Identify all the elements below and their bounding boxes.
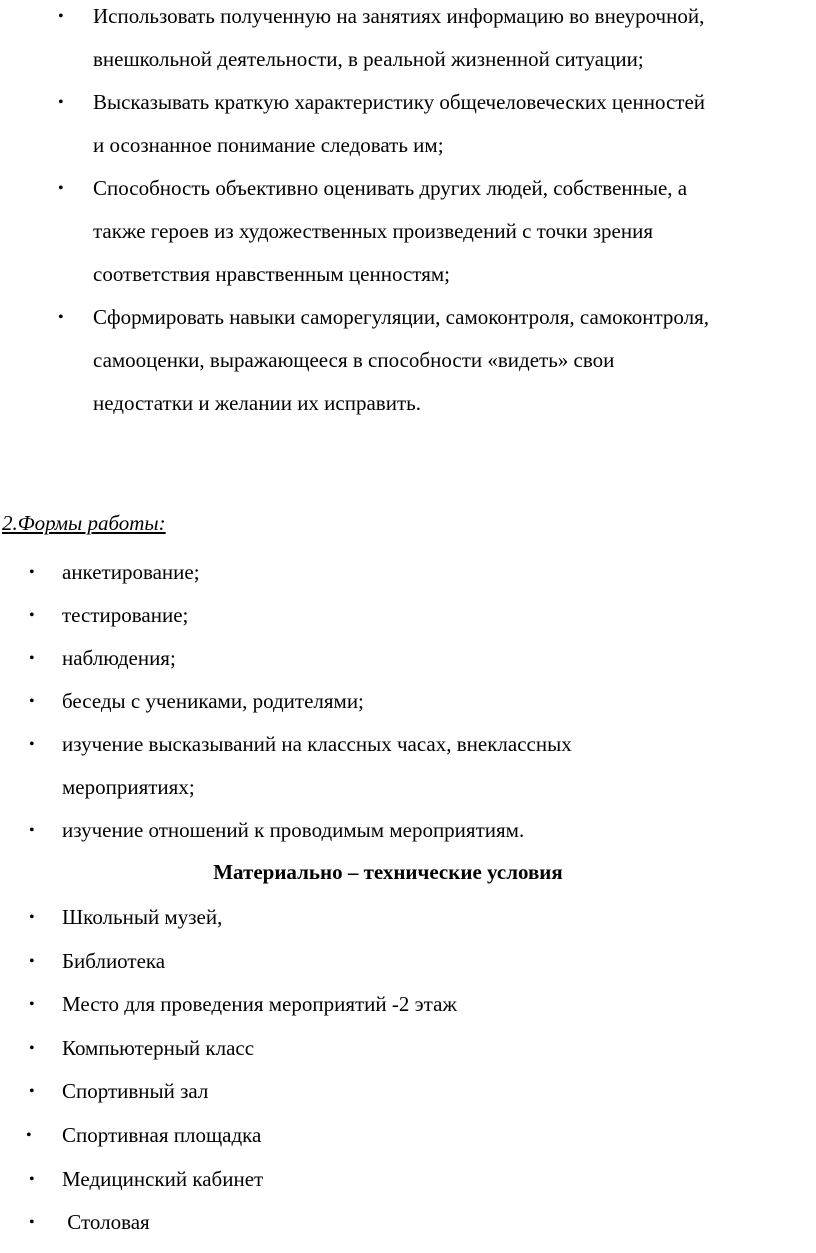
list-item-line: тестирование;	[62, 603, 189, 627]
bullet-icon: •	[29, 1083, 35, 1101]
list-item	[0, 167, 816, 296]
list-item	[0, 1158, 816, 1202]
list-item	[0, 1027, 816, 1071]
list-item-line: внешкольной деятельности, в реальной жизненной ситуации;	[93, 47, 644, 71]
list-item	[0, 896, 816, 940]
bullet-icon: •	[29, 693, 35, 710]
list-item	[0, 594, 816, 637]
list-item	[0, 1201, 816, 1245]
section-title: 2.Формы работы:	[2, 511, 166, 535]
list-item-line: Библиотека	[62, 948, 166, 973]
list-item	[0, 809, 816, 852]
list-item-line: Медицинский кабинет	[62, 1166, 264, 1191]
list-item-line: соответствия нравственным ценностям;	[93, 262, 450, 286]
bullet-icon: •	[58, 180, 64, 197]
bullet-icon: •	[58, 309, 64, 326]
bullet-icon: •	[58, 8, 64, 25]
list-item-line: Место для проведения мероприятий -2 этаж	[62, 992, 457, 1017]
list-item-line: Сформировать навыки саморегуляции, самоконтроля, самоконтроля,	[93, 305, 710, 329]
list-item-line: анкетирование;	[62, 560, 200, 584]
bullet-icon: •	[26, 1126, 32, 1144]
list-item	[0, 1070, 816, 1114]
list-item	[0, 0, 816, 81]
list-item-line: мероприятиях;	[62, 775, 195, 799]
list-item-line: Использовать полученную на занятиях информацию во внеурочной,	[93, 4, 705, 28]
list-item	[0, 983, 816, 1027]
list-item	[0, 680, 816, 723]
bullet-icon: •	[29, 1039, 35, 1057]
list-item-line: Школьный музей,	[62, 905, 223, 929]
outcomes-list	[0, 0, 816, 430]
list-item-line: Спортивный зал	[62, 1079, 209, 1104]
list-item-line: самооценки, выражающееся в способности «видеть» свои	[93, 348, 615, 372]
work-forms-list	[0, 551, 816, 852]
bullet-icon: •	[29, 909, 35, 926]
list-item-line: Способность объективно оценивать других людей, собственные, а	[93, 176, 688, 200]
list-item	[0, 551, 816, 594]
list-item-line: беседы с учениками, родителями;	[62, 689, 364, 713]
bullet-icon: •	[29, 952, 35, 970]
bullet-icon: •	[29, 822, 35, 839]
material-heading: Материально – технические условия	[213, 860, 563, 884]
list-item-line: недостатки и желании их исправить.	[93, 391, 421, 415]
bullet-icon: •	[29, 1214, 35, 1232]
list-item	[0, 81, 816, 167]
list-item-line: также героев из художественных произведений с точки зрения	[93, 219, 654, 243]
list-item	[0, 940, 816, 984]
list-item-line: Высказывать краткую характеристику общечеловеческих ценностей	[93, 90, 706, 114]
list-item-line: наблюдения;	[62, 646, 176, 670]
list-item-line: изучение отношений к проводимым мероприятиям.	[62, 818, 525, 842]
list-item	[0, 723, 816, 809]
list-item	[0, 1114, 816, 1158]
bullet-icon: •	[29, 564, 35, 581]
list-item-line: и осознанное понимание следовать им;	[93, 133, 444, 157]
bullet-icon: •	[29, 1170, 35, 1188]
bullet-icon: •	[58, 94, 64, 111]
list-item-line: изучение высказываний на классных часах, внеклассных	[62, 732, 572, 756]
bullet-icon: •	[29, 996, 35, 1014]
list-item-line: Спортивная площадка	[62, 1122, 262, 1147]
list-item	[0, 637, 816, 680]
bullet-icon: •	[29, 607, 35, 624]
list-item-line: Компьютерный класс	[62, 1035, 255, 1060]
bullet-icon: •	[29, 650, 35, 667]
material-conditions-list	[0, 896, 816, 1245]
bullet-icon: •	[29, 736, 35, 753]
list-item-line: Столовая	[62, 1210, 150, 1235]
list-item	[0, 296, 816, 425]
